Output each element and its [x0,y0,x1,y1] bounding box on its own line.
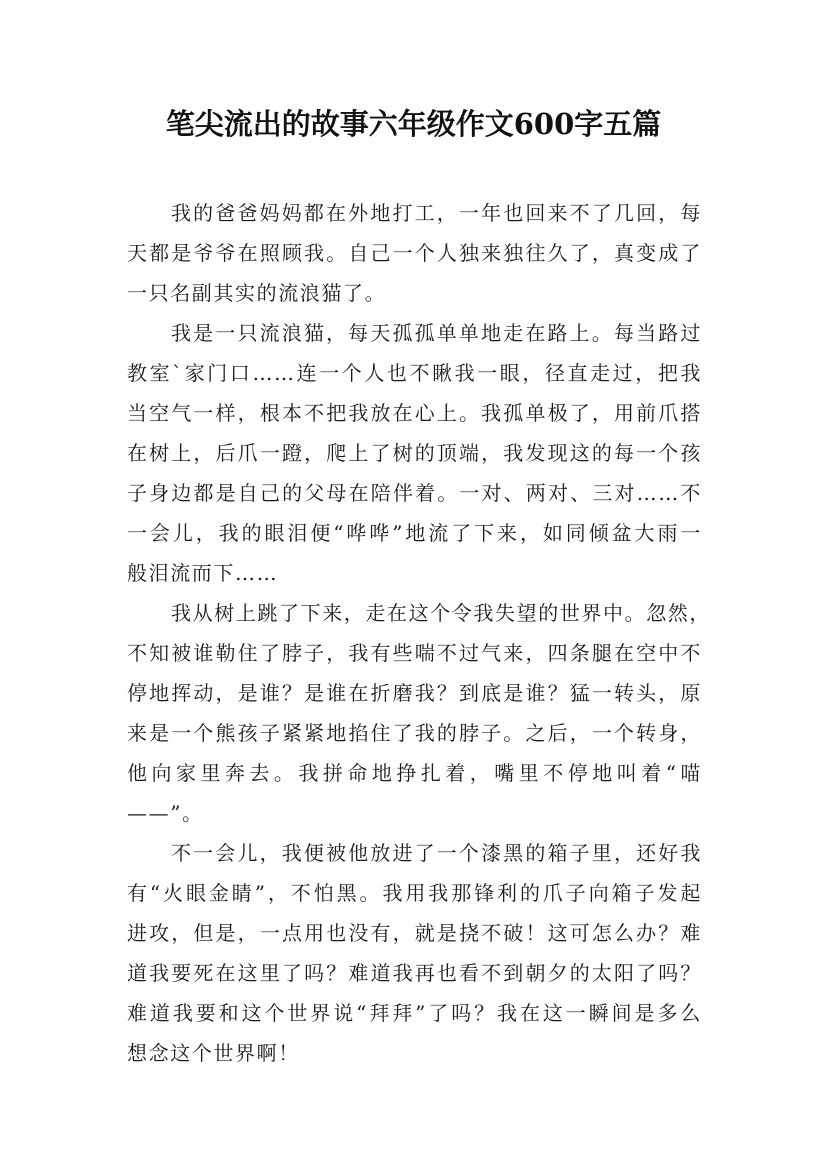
paragraph-3 [127,593,711,833]
text-line: ——”。 [127,801,204,825]
paragraph-4 [127,833,702,1073]
text-line: 想念这个世界啊！ [127,1041,300,1065]
paragraph-2 [127,313,702,593]
text-line: 停地挥动，是谁？是谁在折磨我？到底是谁？猛一转头，原 [127,681,702,705]
text-line: 他向家里奔去。我拼命地挣扎着，嘴里不停地叫着“喵 [127,761,702,785]
text-line: 教室`家门口……连一个人也不瞅我一眼，径直走过，把我 [127,361,702,385]
text-line: 我是一只流浪猫，每天孤孤单单地走在路上。每当路过 [171,321,702,345]
text-line: 不知被谁勒住了脖子，我有些喘不过气来，四条腿在空中不 [127,641,702,665]
text-line: 不一会儿，我便被他放进了一个漆黑的箱子里，还好我 [171,841,702,865]
text-line: 般泪流而下…… [127,561,279,585]
text-line: 道我要死在这里了吗？难道我再也看不到朝夕的太阳了吗？ [127,961,702,985]
text-line: 我从树上跳了下来，走在这个令我失望的世界中。忽然， [171,601,711,625]
text-line: 有“火眼金睛”，不怕黑。我用我那锋利的爪子向箱子发起 [127,881,702,905]
document-title: 笔尖流出的故事六年级作文600字五篇 [165,107,662,141]
text-line: 来是一个熊孩子紧紧地掐住了我的脖子。之后，一个转身， [127,721,702,745]
text-line: 难道我要和这个世界说“拜拜”了吗？我在这一瞬间是多么 [127,1001,702,1025]
text-line: 一会儿，我的眼泪便“哗哗”地流了下来，如同倾盆大雨一 [127,521,702,545]
text-line: 我的爸爸妈妈都在外地打工，一年也回来不了几回，每 [171,201,702,225]
text-line: 进攻，但是，一点用也没有，就是挠不破！这可怎么办？难 [127,921,702,945]
text-line: 天都是爷爷在照顾我。自己一个人独来独往久了，真变成了 [127,241,702,265]
text-line: 当空气一样，根本不把我放在心上。我孤单极了，用前爪搭 [127,401,702,425]
text-line: 一只名副其实的流浪猫了。 [127,281,387,305]
text-line: 在树上，后爪一蹬，爬上了树的顶端，我发现这的每一个孩 [127,441,702,465]
text-line: 子身边都是自己的父母在陪伴着。一对、两对、三对……不 [127,481,702,505]
paragraph-1 [127,193,702,313]
document-body [127,193,711,1073]
